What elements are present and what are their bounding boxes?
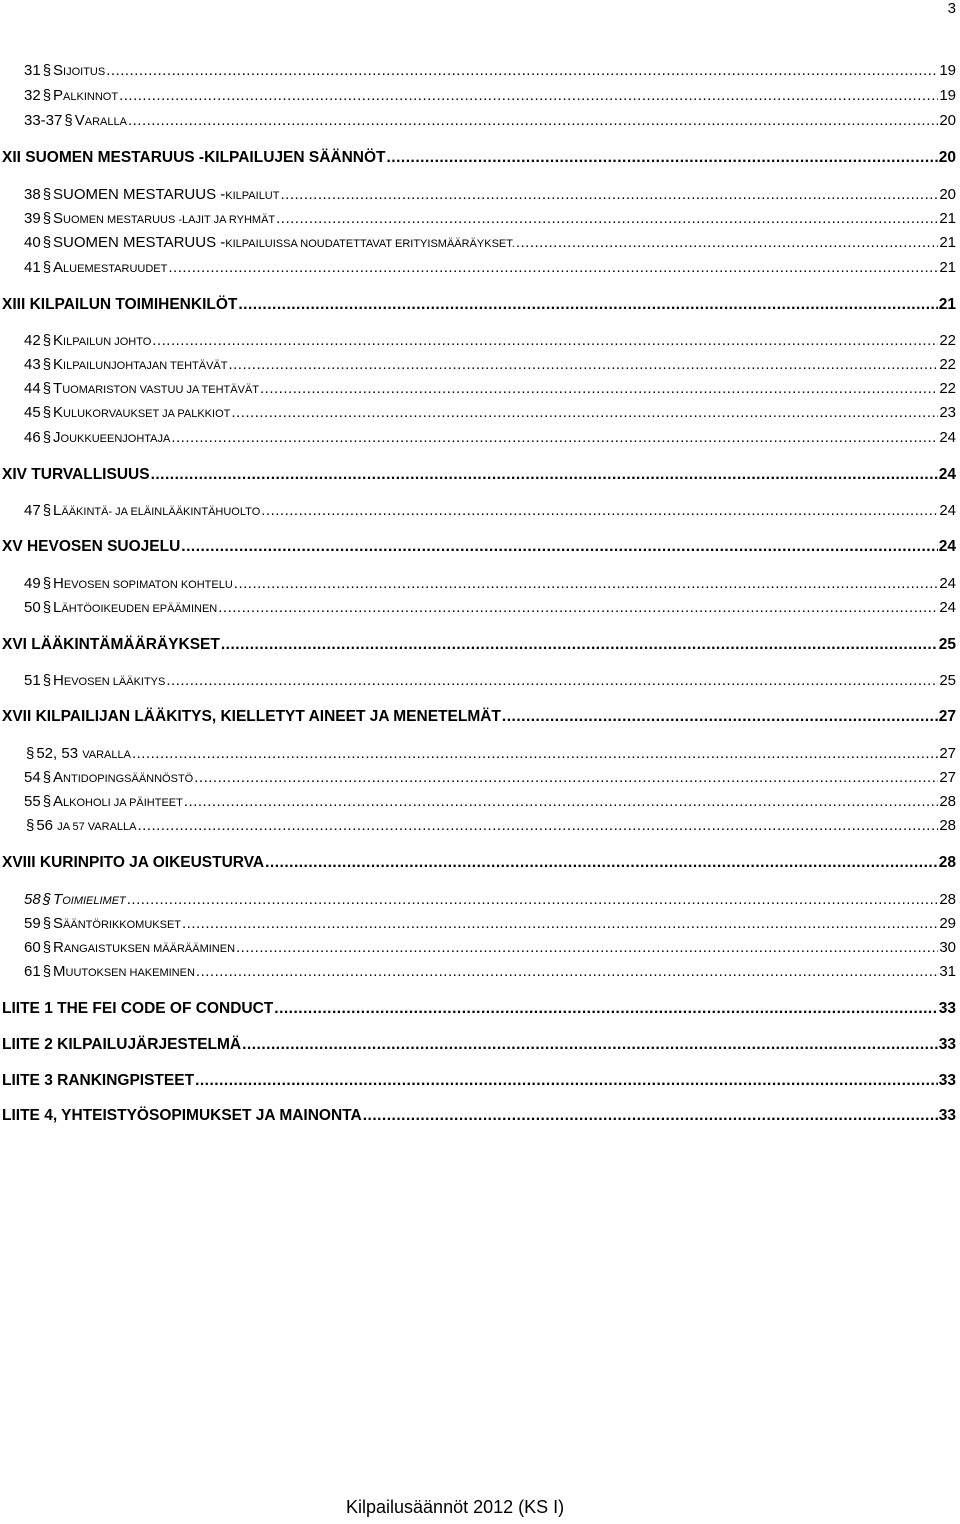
toc-entry-label <box>2 538 180 556</box>
toc-section-entry[interactable] <box>0 745 956 764</box>
toc-entry-label <box>24 429 170 448</box>
chapter-title: LIITE 1 THE FEI CODE OF CONDUCT <box>2 1000 274 1017</box>
page-number: 3 <box>947 0 956 17</box>
section-title-rest: UOMARISTON VASTUU JA TEHTÄVÄT <box>62 384 260 396</box>
section-title-initial: K <box>53 404 64 421</box>
dot-leader <box>138 817 939 835</box>
section-title-rest: VARALLA <box>82 749 131 761</box>
toc-entry-label <box>2 149 386 167</box>
section-title-initial: H <box>53 672 64 689</box>
toc-page-number: 24 <box>939 575 956 592</box>
toc-section-entry[interactable] <box>0 380 956 399</box>
dot-leader <box>168 259 938 277</box>
section-title-initial: A <box>53 259 64 276</box>
section-number: 55 <box>24 793 41 810</box>
dot-leader <box>151 466 938 484</box>
dot-leader <box>236 939 938 957</box>
toc-page-number: 31 <box>939 963 956 980</box>
section-title-initial: K <box>53 356 64 373</box>
section-title-rest: ULUKORVAUKSET JA PALKKIOT <box>63 408 231 420</box>
toc-section-entry[interactable] <box>0 891 956 910</box>
section-sign-icon: § <box>26 817 35 834</box>
dot-leader <box>260 380 938 398</box>
toc-entry-label <box>24 672 165 691</box>
toc-entry-label <box>2 466 150 484</box>
toc-chapter-entry[interactable] <box>0 1107 956 1125</box>
toc-section-entry[interactable] <box>0 963 956 982</box>
section-number: 51 <box>24 672 41 689</box>
toc-entry-label <box>24 793 183 812</box>
chapter-title: LIITE 2 KILPAILUJÄRJESTELMÄ <box>2 1036 242 1053</box>
toc-entry-label <box>24 234 515 253</box>
toc-page-number: 33 <box>938 1107 956 1124</box>
section-title-initial: L <box>53 599 62 616</box>
toc-entry-label <box>24 380 259 399</box>
section-number: 38 <box>24 186 41 203</box>
toc-entry-label <box>24 404 230 423</box>
toc-section-entry[interactable] <box>0 915 956 934</box>
toc-section-entry[interactable] <box>0 599 956 618</box>
toc-section-entry[interactable] <box>0 769 956 788</box>
section-sign-icon: § <box>26 745 35 762</box>
toc-page-number: 29 <box>939 915 956 932</box>
chapter-title: XII SUOMEN MESTARUUS -KILPAILUJEN SÄÄNNÖT <box>2 149 386 166</box>
dot-leader <box>184 793 938 811</box>
toc-page-number: 22 <box>939 332 956 349</box>
section-sign-icon: § <box>42 915 52 932</box>
section-number: 46 <box>24 429 41 446</box>
toc-chapter-entry[interactable] <box>0 296 956 314</box>
toc-entry-label <box>24 112 127 131</box>
toc-page-number: 21 <box>939 234 956 251</box>
dot-leader <box>242 1036 938 1054</box>
section-title-rest: ÄÄNTÖRIKKOMUKSET <box>63 919 182 931</box>
section-title-rest: OUKKUEENJOHTAJA <box>60 433 171 445</box>
toc-entry-label <box>24 915 181 934</box>
toc-section-entry[interactable] <box>0 234 956 253</box>
section-title-initial: S <box>53 915 64 932</box>
section-title-rest: UUTOKSEN HAKEMINEN <box>65 967 195 979</box>
dot-leader <box>132 745 938 763</box>
chapter-title: XV HEVOSEN SUOJELU <box>2 538 181 555</box>
section-title-initial: V <box>74 112 85 129</box>
section-number: 42 <box>24 332 41 349</box>
toc-entry-label <box>2 636 220 654</box>
toc-page-number: 24 <box>939 599 956 616</box>
dot-leader <box>171 429 938 447</box>
section-title-initial: A <box>53 793 64 810</box>
section-title-initial: T <box>53 891 63 908</box>
toc-page-number: 24 <box>939 429 956 446</box>
toc-section-entry[interactable] <box>0 332 956 351</box>
toc-page-number: 33 <box>938 1036 956 1053</box>
section-sign-icon: § <box>42 793 52 810</box>
dot-leader <box>166 672 938 690</box>
section-number: 58 <box>24 891 41 908</box>
toc-section-entry[interactable] <box>0 429 956 448</box>
dot-leader <box>182 915 938 933</box>
section-number: 60 <box>24 939 41 956</box>
chapter-title: LIITE 3 RANKINGPISTEET <box>2 1072 195 1089</box>
toc-page-number: 30 <box>939 939 956 956</box>
chapter-title: XVIII KURINPITO JA OIKEUSTURVA <box>2 854 265 871</box>
section-title-rest: EVOSEN LÄÄKITYS <box>63 676 166 688</box>
toc-entry-label <box>24 186 279 205</box>
toc-entry-label <box>24 62 105 81</box>
toc-entry-label <box>24 210 275 229</box>
section-title-initial: S <box>53 210 64 227</box>
dot-leader <box>195 1072 938 1090</box>
section-title-rest: KILPAILUISSA NOUDATETTAVAT ERITYISMÄÄRÄYKSET. <box>225 238 515 250</box>
section-title-initial: J <box>53 429 61 446</box>
toc-entry-label <box>24 259 167 278</box>
toc-entry-label <box>24 502 260 521</box>
section-title-rest: ARALLA <box>84 116 127 128</box>
toc-chapter-entry[interactable] <box>0 1036 956 1054</box>
dot-leader <box>127 891 939 909</box>
section-sign-icon: § <box>42 599 52 616</box>
dot-leader <box>274 1000 937 1018</box>
section-title-rest: IJOITUS <box>63 66 106 78</box>
section-sign-icon: § <box>42 380 52 397</box>
toc-page-number: 19 <box>939 87 956 104</box>
dot-leader <box>502 708 938 726</box>
section-number: 41 <box>24 259 41 276</box>
section-sign-icon: § <box>42 939 52 956</box>
section-sign-icon: § <box>42 769 52 786</box>
dot-leader <box>516 234 939 252</box>
toc-entry-label <box>24 963 195 982</box>
section-number: 32 <box>24 87 41 104</box>
toc-page-number: 21 <box>939 210 956 227</box>
toc-page-number: 24 <box>939 502 956 519</box>
toc-chapter-entry[interactable] <box>0 854 956 872</box>
section-sign-icon: § <box>42 186 52 203</box>
dot-leader <box>265 854 938 872</box>
section-sign-icon: § <box>42 891 52 908</box>
section-number: 43 <box>24 356 41 373</box>
toc-page-number: 19 <box>939 62 956 79</box>
toc-page-number: 22 <box>939 356 956 373</box>
section-sign-icon: § <box>42 404 52 421</box>
toc-entry-label <box>24 939 235 958</box>
chapter-title: XIII KILPAILUN TOIMIHENKILÖT <box>2 296 238 313</box>
dot-leader <box>128 112 938 130</box>
section-title-rest: ILPAILUN JOHTO <box>63 336 152 348</box>
dot-leader <box>194 769 938 787</box>
section-title-rest: ALKINNOT <box>63 91 119 103</box>
dot-leader <box>261 502 938 520</box>
section-title-initial: SUOMEN MESTARUUS - <box>53 234 226 251</box>
toc-page-number: 28 <box>939 817 956 834</box>
toc-entry-label <box>24 356 227 375</box>
section-sign-icon: § <box>42 87 52 104</box>
section-title-rest: ÄHTÖOIKEUDEN EPÄÄMINEN <box>61 603 218 615</box>
dot-leader <box>231 404 938 422</box>
section-number: 56 <box>36 817 54 834</box>
toc-page-number: 27 <box>939 745 956 762</box>
toc-page-number: 28 <box>939 793 956 810</box>
section-number: 50 <box>24 599 41 616</box>
section-title-rest: EVOSEN SOPIMATON KOHTELU <box>63 579 233 591</box>
toc-page-number: 23 <box>939 404 956 421</box>
section-title-rest: JA 57 VARALLA <box>57 821 137 833</box>
section-number: 39 <box>24 210 41 227</box>
section-title-rest: LUEMESTARUUDET <box>63 263 168 275</box>
toc-entry-label <box>2 296 237 314</box>
toc-entry-label <box>24 332 151 351</box>
dot-leader <box>152 332 938 350</box>
toc-chapter-entry[interactable] <box>0 1000 956 1018</box>
dot-leader <box>119 87 938 105</box>
toc-section-entry[interactable] <box>0 259 956 278</box>
chapter-title: LIITE 4, YHTEISTYÖSOPIMUKSET JA MAINONTA <box>2 1107 362 1124</box>
toc-page-number: 27 <box>939 769 956 786</box>
toc-chapter-entry[interactable] <box>0 149 956 167</box>
toc-entry-label <box>2 854 264 872</box>
chapter-title: XIV TURVALLISUUS <box>2 466 150 483</box>
dot-leader <box>280 186 938 204</box>
toc-entry-label <box>2 1000 273 1018</box>
toc-section-entry[interactable] <box>0 817 956 836</box>
section-number: 49 <box>24 575 41 592</box>
section-sign-icon: § <box>42 62 52 79</box>
toc-entry-label <box>24 817 137 836</box>
toc-page-number: 28 <box>939 891 956 908</box>
toc-section-entry[interactable] <box>0 210 956 229</box>
section-number: 59 <box>24 915 41 932</box>
section-number: 44 <box>24 380 41 397</box>
toc-section-entry[interactable] <box>0 575 956 594</box>
section-sign-icon: § <box>42 429 52 446</box>
section-title-rest: LKOHOLI JA PÄIHTEET <box>63 797 183 809</box>
section-number: 31 <box>24 62 41 79</box>
toc-section-entry[interactable] <box>0 186 956 205</box>
section-sign-icon: § <box>64 112 73 129</box>
section-number: 40 <box>24 234 41 251</box>
toc-section-entry[interactable] <box>0 62 956 81</box>
section-sign-icon: § <box>42 210 52 227</box>
dot-leader <box>221 636 938 654</box>
toc-entry-label <box>24 575 233 594</box>
section-title-initial: T <box>53 380 63 397</box>
section-title-rest: ÄÄKINTÄ- JA ELÄINLÄÄKINTÄHUOLTO <box>61 506 261 518</box>
toc-entry-label <box>2 1072 194 1090</box>
section-title-rest: UOMEN MESTARUUS -LAJIT JA RYHMÄT <box>63 214 276 226</box>
toc-page-number: 20 <box>939 186 956 203</box>
toc-section-entry[interactable] <box>0 356 956 375</box>
toc-page-number: 24 <box>938 538 956 555</box>
toc-entry-label <box>2 1036 241 1054</box>
section-title-initial: H <box>53 575 64 592</box>
section-sign-icon: § <box>42 356 52 373</box>
toc-page-number: 27 <box>938 708 956 725</box>
toc-entry-label <box>24 745 131 764</box>
section-number: 61 <box>24 963 41 980</box>
toc-chapter-entry[interactable] <box>0 708 956 726</box>
section-title-rest: OIMIELIMET <box>62 895 126 907</box>
section-title-initial: M <box>53 963 66 980</box>
toc-page-number: 24 <box>938 466 956 483</box>
dot-leader <box>218 599 938 617</box>
toc-page-number: 20 <box>939 112 956 129</box>
toc-section-entry[interactable] <box>0 939 956 958</box>
section-sign-icon: § <box>42 332 52 349</box>
toc-page-number: 25 <box>939 672 956 689</box>
section-title-rest: ANGAISTUKSEN MÄÄRÄÄMINEN <box>63 943 236 955</box>
toc-section-entry[interactable] <box>0 672 956 691</box>
section-sign-icon: § <box>42 502 52 519</box>
section-title-initial: SUOMEN MESTARUUS - <box>53 186 226 203</box>
section-sign-icon: § <box>42 259 52 276</box>
section-number: 45 <box>24 404 41 421</box>
section-sign-icon: § <box>42 672 52 689</box>
section-title-rest: NTIDOPINGSÄÄNNÖSTÖ <box>63 773 194 785</box>
toc-chapter-entry[interactable] <box>0 466 956 484</box>
dot-leader <box>234 575 939 593</box>
section-sign-icon: § <box>42 234 52 251</box>
toc-entry-label <box>24 87 118 106</box>
toc-entry-label <box>24 599 217 618</box>
section-title-initial: K <box>53 332 64 349</box>
section-number: 47 <box>24 502 41 519</box>
toc-page-number: 21 <box>939 259 956 276</box>
toc-page-number: 25 <box>938 636 956 653</box>
chapter-title: XVI LÄÄKINTÄMÄÄRÄYKSET <box>2 636 220 653</box>
dot-leader <box>276 210 938 228</box>
toc-entry-label <box>24 891 126 910</box>
section-number: 54 <box>24 769 41 786</box>
section-title-initial: L <box>53 502 62 519</box>
section-title-initial: S <box>53 62 64 79</box>
section-sign-icon: § <box>42 963 52 980</box>
toc-entry-label <box>2 708 501 726</box>
section-number: 52, 53 <box>36 745 79 762</box>
toc-section-entry[interactable] <box>0 112 956 131</box>
toc-section-entry[interactable] <box>0 404 956 423</box>
toc-entry-label <box>24 769 193 788</box>
dot-leader <box>181 538 937 556</box>
section-title-rest: ILPAILUNJOHTAJAN TEHTÄVÄT <box>63 360 228 372</box>
toc-section-entry[interactable] <box>0 793 956 812</box>
toc-chapter-entry[interactable] <box>0 538 956 556</box>
toc-page-number: 22 <box>939 380 956 397</box>
dot-leader <box>363 1107 938 1125</box>
toc-page-number: 20 <box>938 149 956 166</box>
section-title-initial: R <box>53 939 64 956</box>
section-sign-icon: § <box>42 575 52 592</box>
toc-chapter-entry[interactable] <box>0 636 956 654</box>
section-number: 33-37 <box>24 112 63 129</box>
page-footer: Kilpailusäännöt 2012 (KS I) <box>346 1497 565 1517</box>
section-title-initial: P <box>53 87 64 104</box>
toc-page-number: 21 <box>938 296 956 313</box>
toc-page-number: 33 <box>938 1000 956 1017</box>
toc-page-number: 33 <box>938 1072 956 1089</box>
chapter-title: XVII KILPAILIJAN LÄÄKITYS, KIELLETYT AINEET JA MENETELMÄT <box>2 708 501 725</box>
section-title-rest: KILPAILUT <box>225 190 280 202</box>
dot-leader <box>387 149 938 167</box>
toc-section-entry[interactable] <box>0 502 956 521</box>
dot-leader <box>238 296 937 314</box>
toc-entry-label <box>2 1107 362 1125</box>
dot-leader <box>228 356 938 374</box>
dot-leader <box>196 963 938 981</box>
toc-section-entry[interactable] <box>0 87 956 106</box>
dot-leader <box>106 62 938 80</box>
toc-page-number: 28 <box>938 854 956 871</box>
toc-chapter-entry[interactable] <box>0 1072 956 1090</box>
section-title-initial: A <box>53 769 64 786</box>
